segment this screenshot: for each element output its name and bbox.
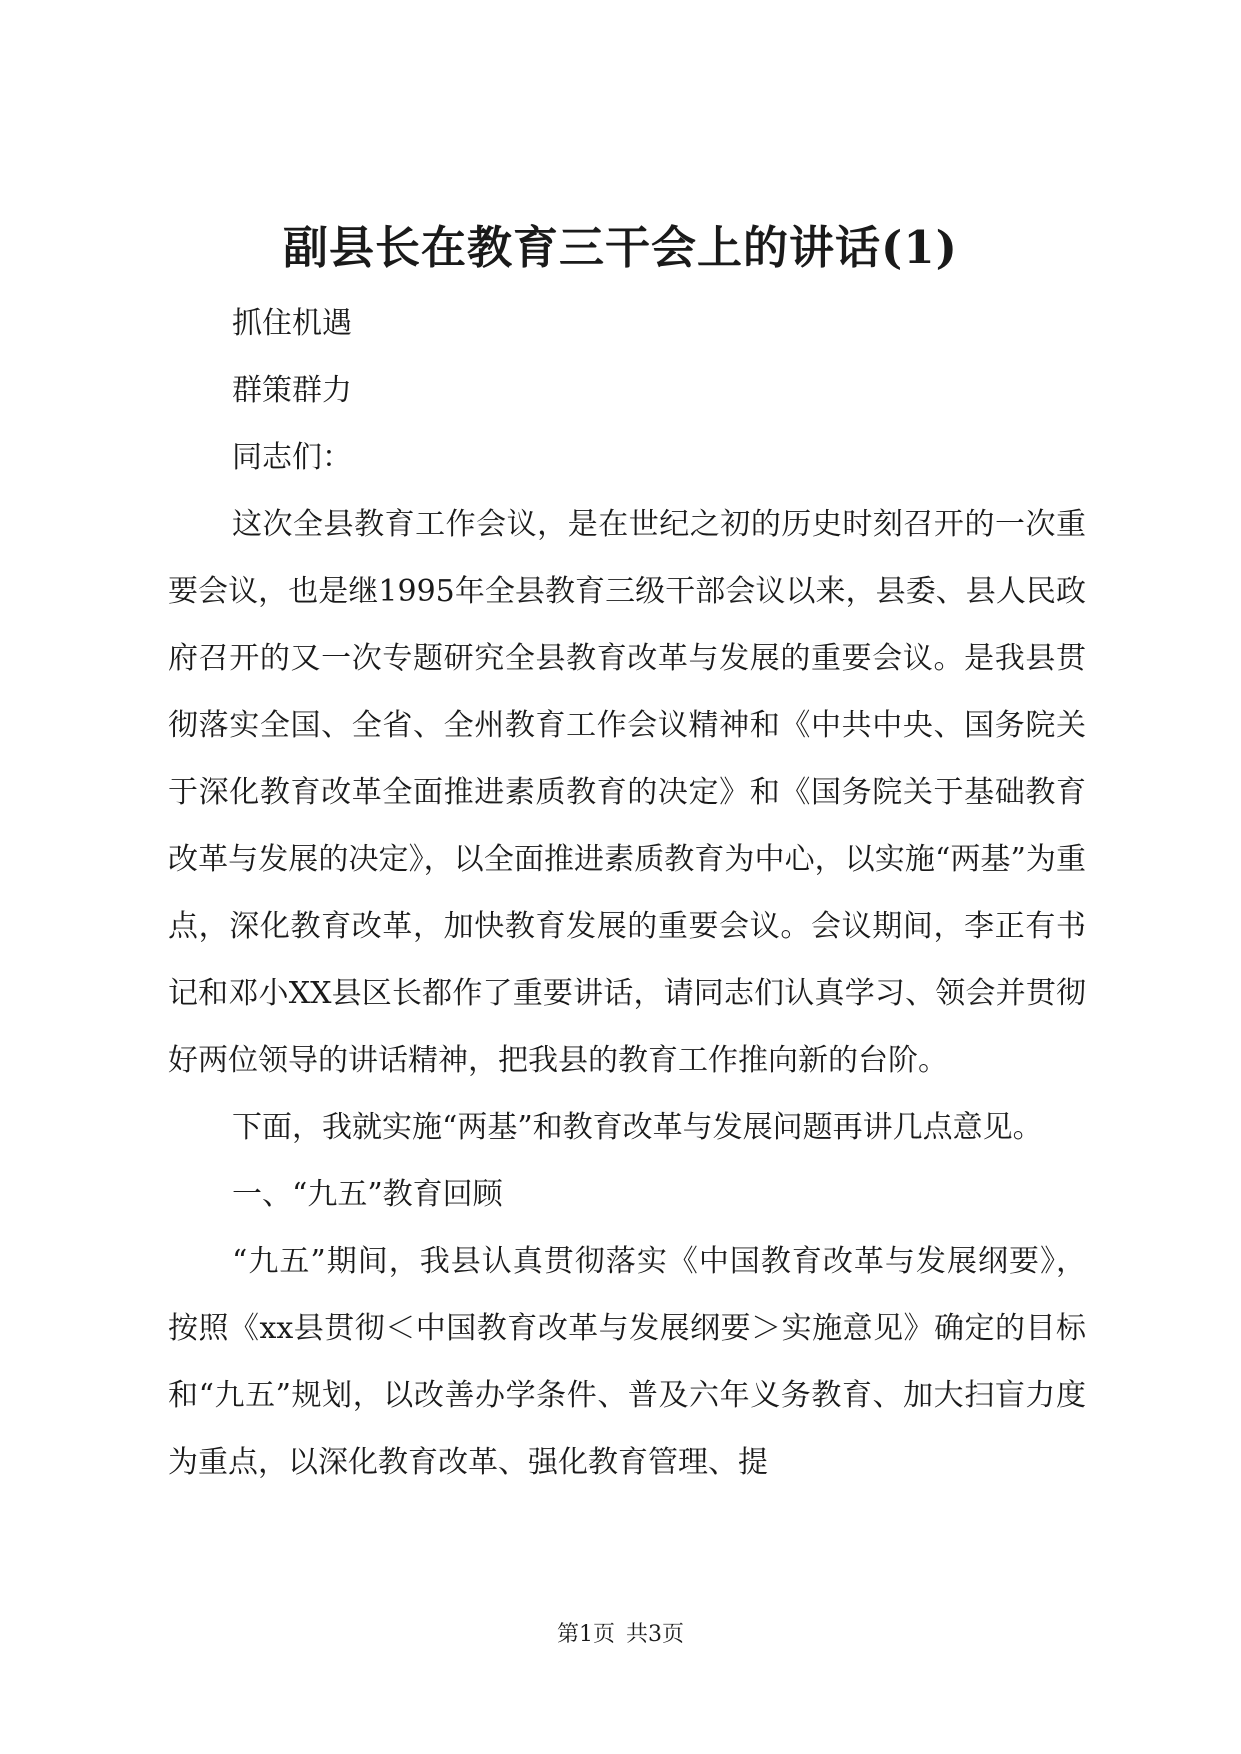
salutation: 同志们： — [232, 440, 352, 475]
body-paragraph: 下面，我就实施“两基”和教育改革与发展问题再讲几点意见。 — [232, 1110, 1043, 1145]
page-footer — [0, 1620, 1241, 1650]
body-paragraph: “九五”期间，我县认真贯彻落实《中国教育改革与发展纲要》，按照《xx县贯彻＜中国教育改革与发展纲要＞实施意见》确定的目标和“九五”规划，以改善办学条件、普及六年义务教育、加大扫盲力度为重点，以深化教育改革、强化教育管理、提 — [168, 1244, 1086, 1480]
body-paragraph: 这次全县教育工作会议，是在世纪之初的历史时刻召开的一次重要会议，也是继1995年全县教育三级干部会议以来，县委、县人民政府召开的又一次专题研究全县教育改革与发展的重要会议。是我县贯彻落实全国、全省、全州教育工作会议精神和《中共中央、国务院关于深化教育改革全面推进素质教育的决定》和《国务院关于基础教育改革与发展的决定》，以全面推进素质教育为中心，以实施“两基”为重点，深化教育改革，加快教育发展的重要会议。会议期间，李正有书记和邓小XX县区长都作了重要讲话，请同志们认真学习、领会并贯彻好两位领导的讲话精神，把我县的教育工作推向新的台阶。 — [168, 507, 1086, 1078]
page-total: 共3页 — [626, 1622, 684, 1647]
document-body — [168, 290, 1086, 1496]
document-title: 副县长在教育三干会上的讲话(1) — [283, 221, 958, 274]
heading-line: 群策群力 — [232, 373, 352, 408]
section-heading: 一、“九五”教育回顾 — [232, 1177, 503, 1212]
heading-line: 抓住机遇 — [232, 306, 352, 341]
page-number: 第1页 — [557, 1622, 615, 1647]
